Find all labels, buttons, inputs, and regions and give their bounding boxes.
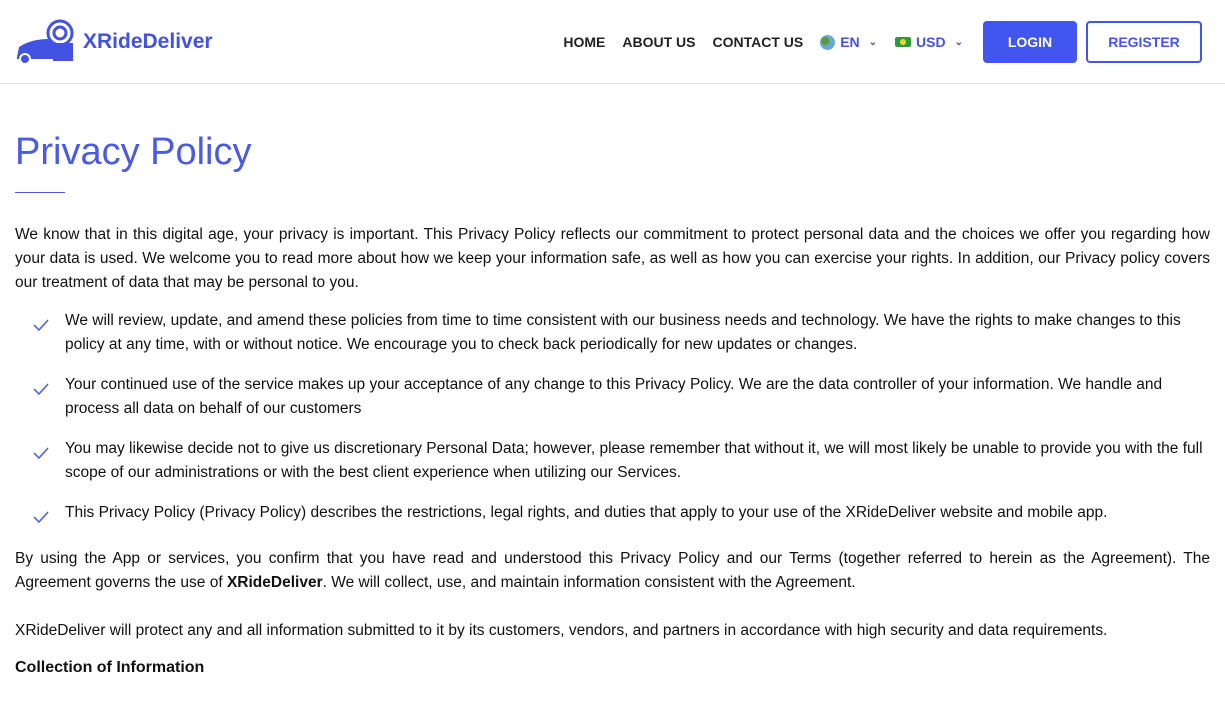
currency-value: USD [916, 34, 946, 50]
currency-select[interactable] [895, 34, 963, 50]
chevron-down-icon: ⌄ [868, 36, 878, 48]
main-nav [563, 21, 1202, 63]
check-icon [33, 501, 51, 531]
check-icon [33, 309, 51, 357]
list-item [33, 437, 1210, 485]
logo[interactable] [15, 19, 213, 65]
policy-content [0, 130, 1225, 677]
page-title: Privacy Policy [15, 131, 252, 173]
check-icon [33, 373, 51, 421]
bullet-text: We will review, update, and amend these policies from time to time consistent with our business needs and technology. We have the rights to make changes to this policy at any time, with or without notice. We encourage you to check back periodically for new updates or changes. [65, 312, 1181, 353]
car-delivery-logo-icon [15, 19, 75, 65]
list-item [33, 373, 1210, 421]
bullet-text: Your continued use of the service makes up your acceptance of any change to this Privacy Policy. We are the data controller of your information. We handle and process all data on behalf of our customers [65, 376, 1163, 417]
intro-paragraph: We know that in this digital age, your privacy is important. This Privacy Policy reflects our commitment to protect personal data and the choices we offer you regarding how your data is used. We welcome you to read more about how we keep your information safe, as well as how you can exercise your rights. In addition, our Privacy policy covers our treatment of data that may be personal to you. [15, 226, 1210, 291]
list-item [33, 309, 1210, 357]
bullet-text: You may likewise decide not to give us discretionary Personal Data; however, please remember that without it, we will most likely be unable to provide you with the full scope of our administrations or with the best client experience when utilizing our Services. [65, 440, 1203, 481]
agreement-text-end: . We will collect, use, and maintain information consistent with the Agreement. [322, 574, 856, 591]
bullet-text: This Privacy Policy (Privacy Policy) describes the restrictions, legal rights, and duties that apply to your use of the XRideDeliver website and mobile app. [65, 504, 1108, 521]
money-icon [895, 37, 911, 47]
login-button[interactable]: LOGIN [983, 21, 1077, 63]
brand-name: XRideDeliver [83, 29, 213, 53]
protection-paragraph: XRideDeliver will protect any and all information submitted to it by its customers, vendors, and partners in accordance with high security and data requirements. [15, 622, 1108, 639]
nav-home[interactable]: HOME [563, 34, 606, 50]
agreement-paragraph [15, 547, 1210, 595]
title-underline [15, 192, 65, 193]
brand-bold: XRideDeliver [226, 574, 323, 591]
nav-about-us[interactable]: ABOUT US [622, 34, 696, 50]
language-value: EN [840, 34, 860, 50]
section-heading: Collection of Information [15, 659, 205, 676]
check-icon [33, 437, 51, 485]
language-select[interactable] [820, 34, 877, 50]
site-header [0, 0, 1225, 84]
agreement-text: By using the App or services, you confirm that you have read and understood this Privacy Policy and our Terms (together referred to herein as the Agreement). The Agreement governs the use of [15, 550, 1210, 591]
chevron-down-icon: ⌄ [954, 36, 963, 48]
register-button[interactable]: REGISTER [1086, 21, 1202, 63]
list-item [33, 501, 1210, 531]
policy-bullets [33, 309, 1210, 531]
nav-contact-us[interactable]: CONTACT US [712, 34, 804, 50]
globe-icon [820, 35, 835, 50]
